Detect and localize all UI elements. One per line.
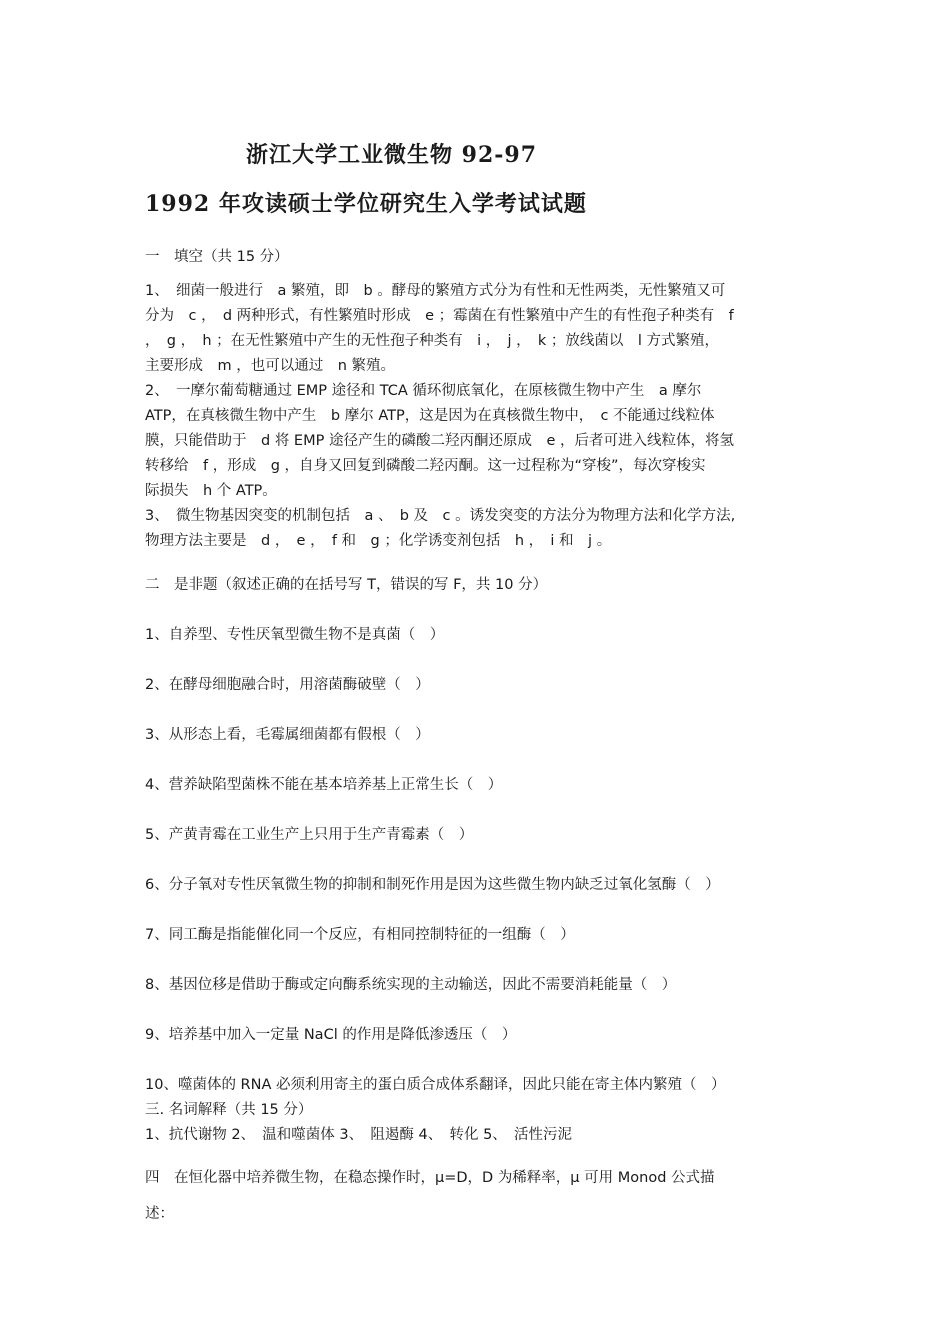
section1-question-1 [145, 279, 825, 379]
q1-line: 分为 c ， d 两种形式，有性繁殖时形成 e ；霉菌在有性繁殖中产生的有性孢子种类有 f [145, 308, 734, 324]
q2-line: 际损失 h 个 ATP。 [145, 483, 277, 499]
true-false-item: 4、营养缺陷型菌株不能在基本培养基上正常生长（ ） [145, 777, 503, 793]
document-title: 浙江大学工业微生物 92-97 [246, 142, 538, 168]
true-false-item: 2、在酵母细胞融合时，用溶菌酶破壁（ ） [145, 677, 430, 693]
section2-heading: 二 是非题（叙述正确的在括号写 T，错误的写 F，共 10 分） [145, 577, 548, 593]
section4-line: 述： [145, 1206, 174, 1222]
q1-line: 主要形成 m ，也可以通过 n 繁殖。 [145, 358, 396, 374]
q2-line: 2、 一摩尔葡萄糖通过 EMP 途径和 TCA 循环彻底氧化，在原核微生物中产生 a 摩尔 [145, 383, 702, 399]
q2-line: 膜，只能借助于 d 将 EMP 途径产生的磷酸二羟丙酮还原成 e ，后者可进入线粒体，将氢 [145, 433, 734, 449]
q2-line: 转移给 f ，形成 g ，自身又回复到磷酸二羟丙酮。这一过程称为“穿梭”，每次穿梭实 [145, 458, 706, 474]
section1-heading: 一 填空（共 15 分） [145, 249, 289, 265]
exam-content [145, 245, 825, 1232]
true-false-item: 8、基因位移是借助于酶或定向酶系统实现的主动输送，因此不需要消耗能量（ ） [145, 977, 677, 993]
document-subtitle: 1992 年攻读硕士学位研究生入学考试试题 [145, 191, 587, 217]
section3-heading: 三. 名词解释（共 15 分） [145, 1102, 313, 1118]
q3-line: 物理方法主要是 d ， e ， f 和 g ；化学诱变剂包括 h ， i 和 j 。 [145, 533, 612, 549]
section4-line: 四 在恒化器中培养微生物，在稳态操作时，μ=D，D 为稀释率，μ 可用 Monod 公式描 [145, 1170, 715, 1186]
section1-question-2 [145, 379, 825, 504]
true-false-item: 6、分子氧对专性厌氧微生物的抑制和制死作用是因为这些微生物内缺乏过氧化氢酶（ ） [145, 877, 720, 893]
section1-question-3 [145, 504, 825, 554]
true-false-item: 7、同工酶是指能催化同一个反应，有相同控制特征的一组酶（ ） [145, 927, 575, 943]
q3-line: 3、 微生物基因突变的机制包括 a 、 b 及 c 。诱发突变的方法分为物理方法和化学方法, [145, 508, 736, 524]
true-false-item: 10、噬菌体的 RNA 必须利用寄主的蛋白质合成体系翻译，因此只能在寄主体内繁殖（ ） [145, 1077, 726, 1093]
true-false-item: 5、产黄青霉在工业生产上只用于生产青霉素（ ） [145, 827, 474, 843]
q2-line: ATP，在真核微生物中产生 b 摩尔 ATP，这是因为在真核微生物中， c 不能通过线粒体 [145, 408, 715, 424]
q1-line: ， g ， h ；在无性繁殖中产生的无性孢子种类有 i ， j ， k ；放线菌以 l 方式繁殖， [145, 333, 720, 349]
true-false-item: 3、从形态上看，毛霉属细菌都有假根（ ） [145, 727, 430, 743]
true-false-item: 9、培养基中加入一定量 NaCl 的作用是降低渗透压（ ） [145, 1027, 517, 1043]
true-false-list [145, 623, 825, 1098]
q1-line: 1、 细菌一般进行 a 繁殖，即 b 。酵母的繁殖方式分为有性和无性两类，无性繁殖又可 [145, 283, 726, 299]
true-false-item: 1、自养型、专性厌氧型微生物不是真菌（ ） [145, 627, 445, 643]
section4 [145, 1160, 825, 1232]
section3-terms: 1、抗代谢物 2、 温和噬菌体 3、 阻遏酶 4、 转化 5、 活性污泥 [145, 1127, 573, 1143]
